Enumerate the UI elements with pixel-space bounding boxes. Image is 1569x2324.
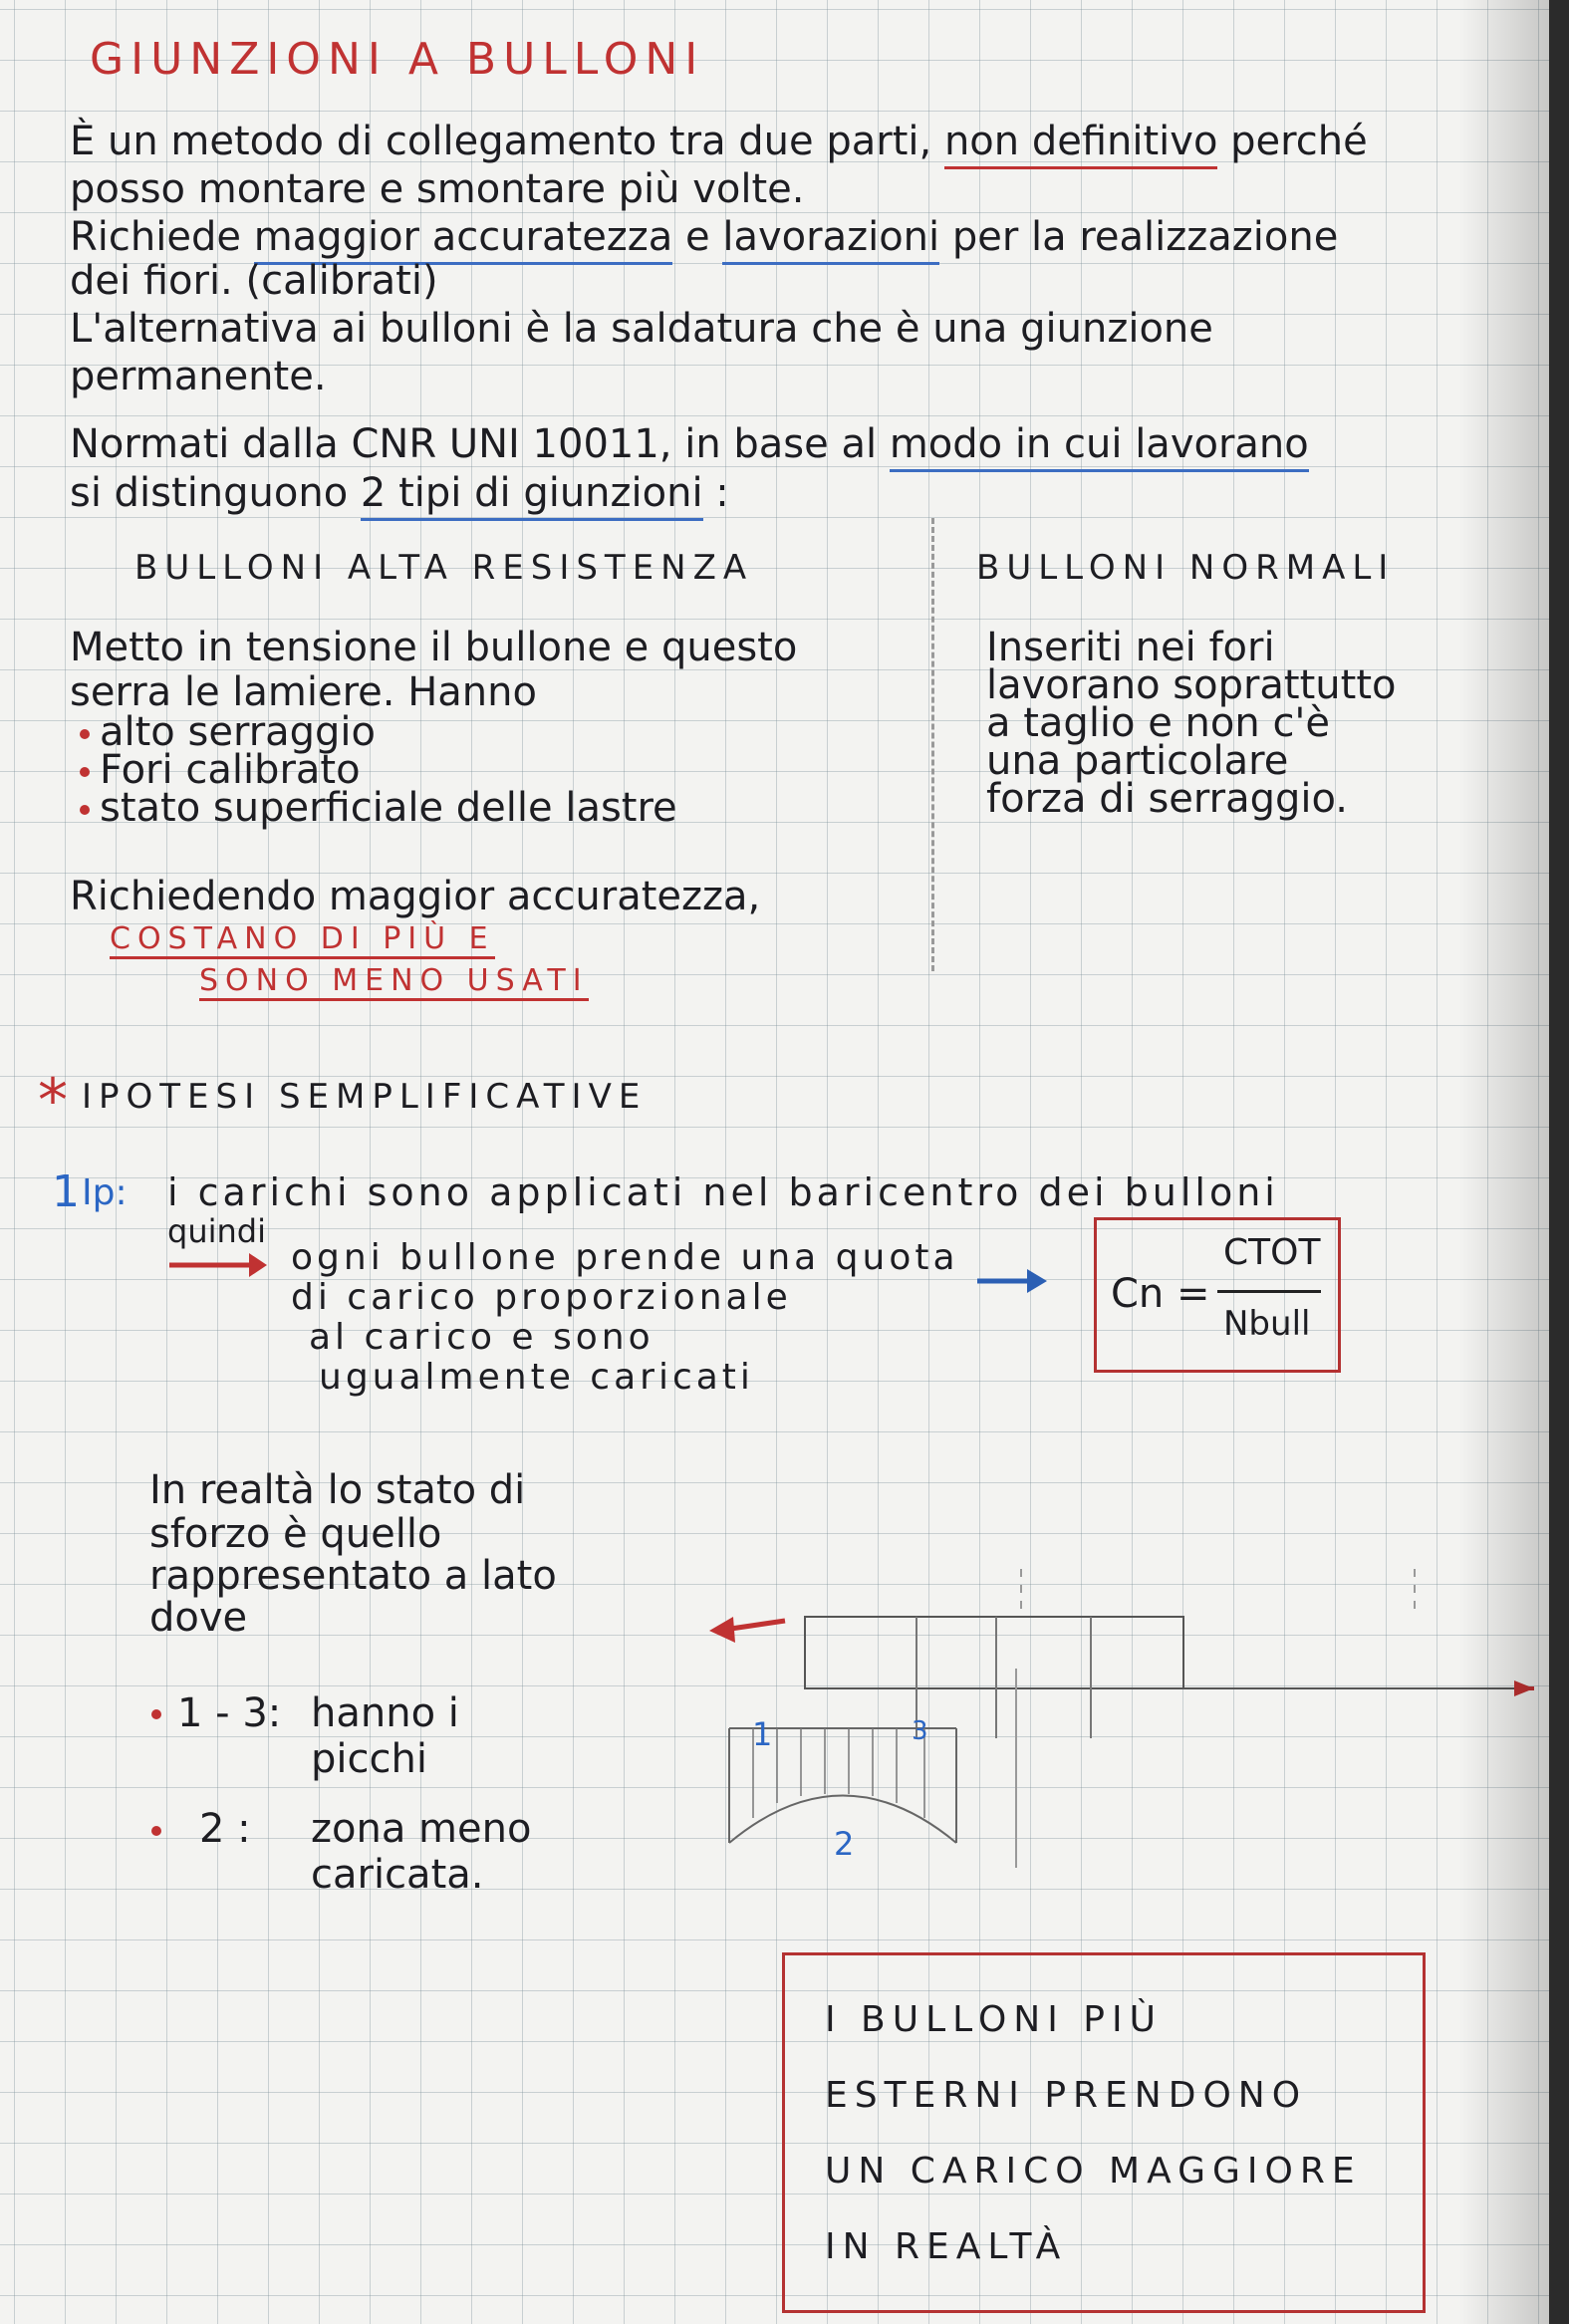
page-edge-shadow (1459, 0, 1549, 2324)
bullet-icon (151, 1826, 161, 1836)
reality-line-1: In realtà lo stato di (149, 1467, 526, 1513)
stress-diagram (697, 1569, 1554, 1888)
consequence-line-2: di carico proporzionale (291, 1277, 792, 1318)
left-note-2: COSTANO DI PIÙ E (110, 924, 495, 959)
consequence-line-1: ogni bullone prende una quota (291, 1237, 959, 1278)
reality-item-1-label: 1 - 3: (177, 1690, 282, 1736)
intro-line-6: permanente. (70, 354, 327, 399)
hypothesis-text-2: quindi (167, 1212, 266, 1250)
conclusion-line-2: ESTERNI PRENDONO (825, 2075, 1308, 2116)
left-item-3: stato superficiale delle lastre (100, 785, 677, 831)
bullet-icon (80, 729, 90, 739)
left-note-1: Richiedendo maggior accuratezza, (70, 874, 761, 919)
right-column-line-3: a taglio e non c'è (986, 700, 1331, 746)
arrow-right-icon (159, 1245, 269, 1285)
intro-line-2: posso montare e smontare più volte. (70, 166, 805, 212)
page-title: GIUNZIONI A BULLONI (90, 34, 705, 85)
left-note-3: SONO MENO USATI (199, 966, 589, 1001)
norm-line-2: si distinguono 2 tipi di giunzioni : (70, 473, 729, 513)
intro-line-4: dei fiori. (calibrati) (70, 258, 438, 304)
reality-item-1-text: hanno i (311, 1690, 459, 1736)
hypothesis-label: Ip: (82, 1172, 128, 1213)
intro-line-5: L'alternativa ai bulloni è la saldatura che è una giunzione (70, 306, 1213, 352)
right-column-line-5: forza di serraggio. (986, 776, 1348, 822)
right-column-heading: BULLONI NORMALI (976, 548, 1396, 588)
left-column-heading: BULLONI ALTA RESISTENZA (134, 548, 754, 588)
formula-numerator: CTOT (1223, 1232, 1321, 1273)
reality-line-4: dove (149, 1595, 248, 1641)
left-item-1: alto serraggio (100, 709, 377, 755)
fraction-bar (1217, 1290, 1321, 1293)
diagram-label-2: 2 (834, 1825, 855, 1863)
reality-line-2: sforzo è quello (149, 1511, 442, 1557)
bullet-icon (80, 767, 90, 777)
intro-line-1: È un metodo di collegamento tra due parti, non definitivo perché (70, 122, 1368, 161)
diagram-label-1: 1 (752, 1715, 773, 1753)
diagram-label-3: 3 (912, 1716, 928, 1746)
hypothesis-number: 1 (52, 1166, 80, 1217)
norm-line-1: Normati dalla CNR UNI 10011, in base al modo in cui lavorano (70, 424, 1309, 464)
left-column-text-1: Metto in tensione il bullone e questo (70, 625, 798, 670)
consequence-line-3: al carico e sono (309, 1317, 654, 1358)
intro-line-3: Richiede maggior accuratezza e lavorazioni per la realizzazione (70, 217, 1338, 257)
reality-line-3: rappresentato a lato (149, 1553, 557, 1599)
conclusion-line-4: IN REALTÀ (825, 2226, 1068, 2267)
conclusion-line-1: I BULLONI PIÙ (825, 1999, 1163, 2040)
bullet-icon (151, 1709, 161, 1719)
arrow-right-icon (971, 1263, 1051, 1299)
star-icon: * (38, 1066, 68, 1136)
reality-item-2-label: 2 : (199, 1806, 251, 1852)
formula-lhs: Cn = (1111, 1271, 1210, 1317)
column-divider (931, 518, 934, 971)
reality-item-1-text-2: picchi (311, 1736, 427, 1782)
reality-item-2-text: zona meno (311, 1806, 532, 1852)
reality-item-2-text-2: caricata. (311, 1852, 484, 1898)
formula-denominator: Nbull (1223, 1304, 1311, 1344)
hypothesis-text: i carichi sono applicati nel baricentro dei bulloni (167, 1170, 1279, 1214)
hypotheses-heading: IPOTESI SEMPLIFICATIVE (82, 1077, 648, 1117)
consequence-line-4: ugualmente caricati (319, 1357, 754, 1398)
right-column-line-1: Inseriti nei fori (986, 625, 1275, 670)
right-column-line-2: lavorano soprattutto (986, 662, 1397, 708)
right-column-line-4: una particolare (986, 738, 1289, 784)
bullet-icon (80, 805, 90, 815)
left-column-text-2: serra le lamiere. Hanno (70, 669, 537, 715)
conclusion-line-3: UN CARICO MAGGIORE (825, 2151, 1362, 2192)
left-item-2: Fori calibrato (100, 747, 361, 793)
